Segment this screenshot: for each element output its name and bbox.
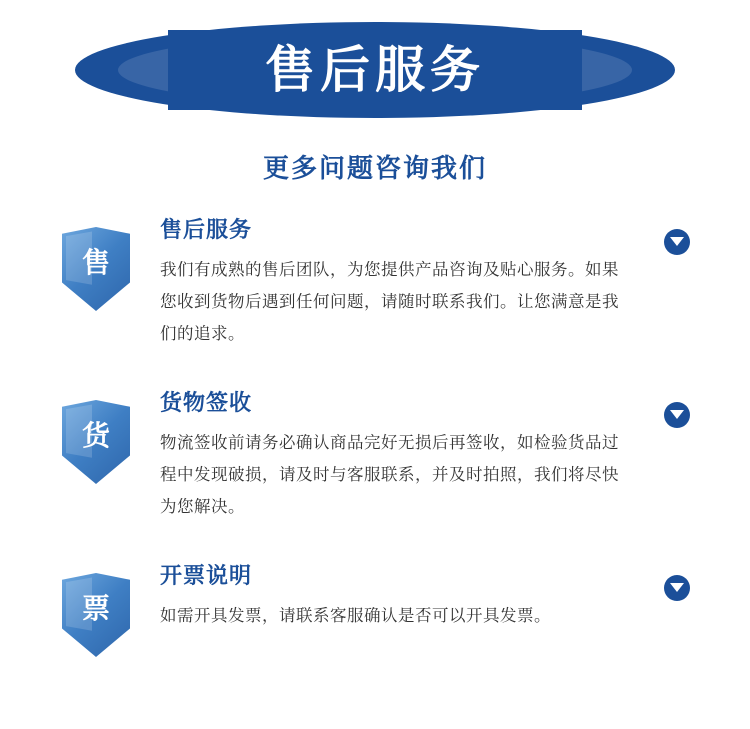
badge-invoice bbox=[62, 573, 130, 657]
faq-section-title: 开票说明 bbox=[160, 563, 253, 588]
faq-section-invoice bbox=[0, 559, 750, 669]
faq-section-text: 我们有成熟的售后团队，为您提供产品咨询及贴心服务。如果您收到货物后遇到任何问题，请随时联系我们。让您满意是我们的追求。 bbox=[160, 261, 619, 343]
faq-section-list bbox=[0, 205, 750, 705]
faq-section-body bbox=[160, 213, 690, 350]
faq-section-title: 售后服务 bbox=[160, 217, 253, 242]
badge-label: 货 bbox=[81, 420, 110, 451]
chevron-down-icon[interactable] bbox=[664, 575, 690, 601]
faq-section-after-sales bbox=[0, 213, 750, 350]
badge-delivery bbox=[62, 400, 130, 484]
faq-section-title: 货物签收 bbox=[160, 390, 253, 415]
badge-label: 售 bbox=[81, 247, 110, 278]
chevron-down-glyph bbox=[670, 583, 684, 593]
faq-section-body bbox=[160, 386, 690, 523]
chevron-down-icon[interactable] bbox=[664, 229, 690, 255]
chevron-down-glyph bbox=[670, 237, 684, 247]
badge-after-sales bbox=[62, 227, 130, 311]
page-subtitle: 更多问题咨询我们 bbox=[262, 153, 487, 183]
faq-section-text: 如需开具发票，请联系客服确认是否可以开具发票。 bbox=[160, 607, 551, 625]
faq-section-delivery bbox=[0, 386, 750, 523]
chevron-down-glyph bbox=[670, 410, 684, 420]
page-banner bbox=[0, 0, 750, 183]
badge-label: 票 bbox=[81, 593, 110, 624]
chevron-down-icon[interactable] bbox=[664, 402, 690, 428]
faq-section-body bbox=[160, 559, 690, 632]
faq-section-text: 物流签收前请务必确认商品完好无损后再签收，如检验货品过程中发现破损，请及时与客服联系，并及时拍照，我们将尽快为您解决。 bbox=[160, 434, 619, 516]
page-title: 售后服务 bbox=[265, 42, 485, 98]
